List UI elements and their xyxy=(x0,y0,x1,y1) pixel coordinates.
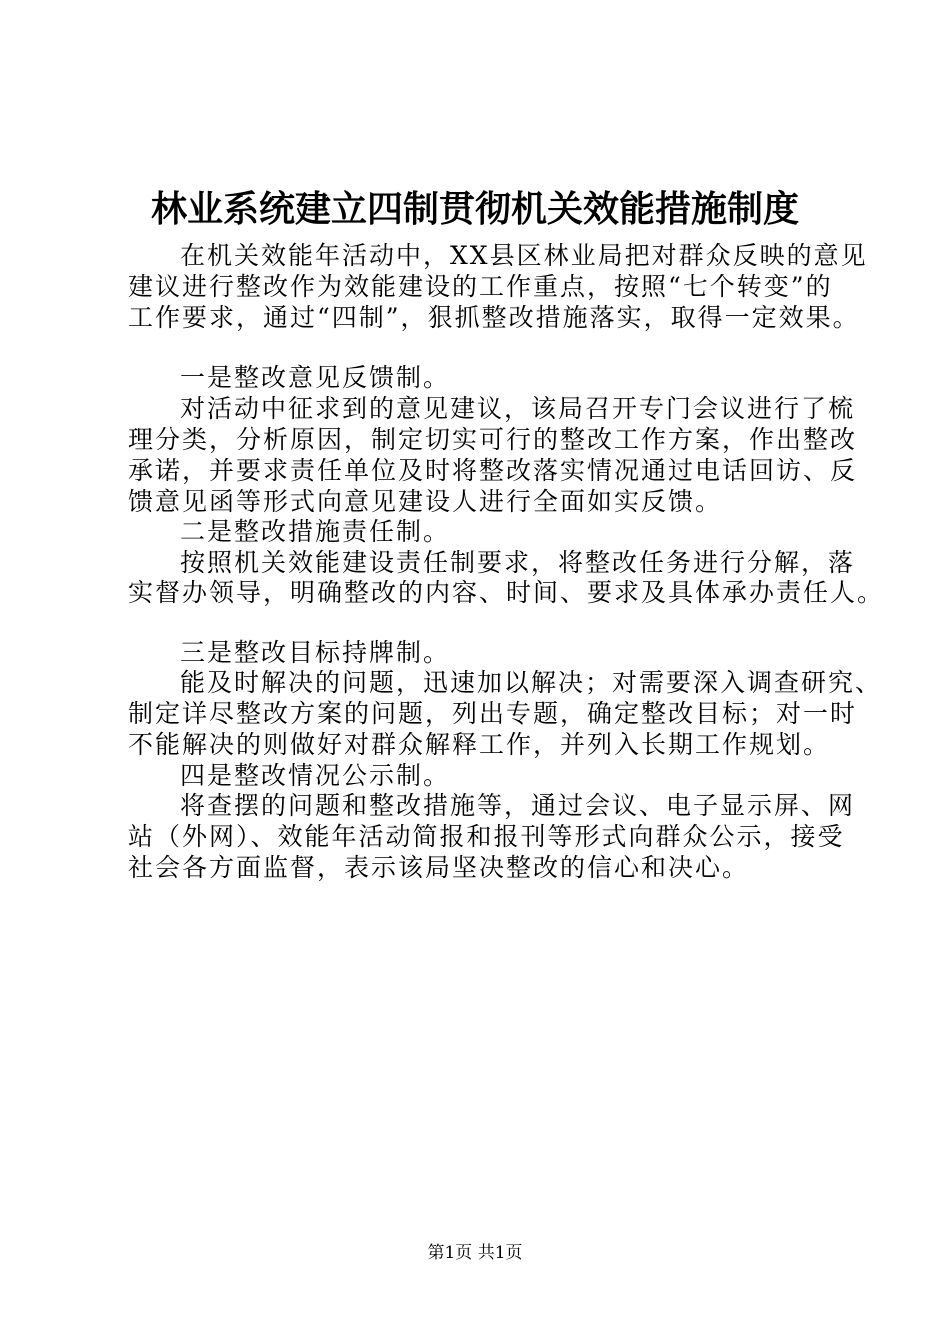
paragraph-line: 承诺，并要求责任单位及时将整改落实情况通过电话回访、反 xyxy=(128,456,858,485)
paragraph-line: 馈意见函等形式向意见建设人进行全面如实反馈。 xyxy=(128,487,723,516)
paragraph-line: 按照机关效能建设责任制要求，将整改任务进行分解，落 xyxy=(180,548,856,577)
section-heading: 二是整改措施责任制。 xyxy=(180,517,451,546)
paragraph-line: 对活动中征求到的意见建议，该局召开专门会议进行了梳 xyxy=(180,394,856,423)
paragraph-line: 实督办领导，明确整改的内容、时间、要求及具体承办责任人。 xyxy=(128,578,885,607)
page-footer: 第1页 共1页 xyxy=(427,1243,523,1263)
section-heading: 一是整改意见反馈制。 xyxy=(180,363,451,392)
paragraph-line: 理分类，分析原因，制定切实可行的整改工作方案，作出整改 xyxy=(128,425,858,454)
paragraph-line: 将查摆的问题和整改措施等，通过会议、电子显示屏、网 xyxy=(180,791,856,820)
document-title: 林业系统建立四制贯彻机关效能措施制度 xyxy=(150,188,799,230)
paragraph-line: 社会各方面监督，表示该局坚决整改的信心和决心。 xyxy=(128,853,750,882)
section-heading: 三是整改目标持牌制。 xyxy=(180,638,451,667)
paragraph-line: 建议进行整改作为效能建设的工作重点，按照“七个转变”的 xyxy=(128,272,833,301)
paragraph-line: 制定详尽整改方案的问题，列出专题，确定整改目标；对一时 xyxy=(128,699,858,728)
paragraph-line: 工作要求，通过“四制”，狠抓整改措施落实，取得一定效果。 xyxy=(128,303,860,332)
paragraph-line: 不能解决的则做好对群众解释工作，并列入长期工作规划。 xyxy=(128,730,831,759)
paragraph-line: 站（外网）、效能年活动简报和报刊等形式向群众公示，接受 xyxy=(128,822,845,851)
paragraph-line: 能及时解决的问题，迅速加以解决；对需要深入调查研究、 xyxy=(180,668,883,697)
paragraph-line: 在机关效能年活动中，XX县区林业局把对群众反映的意见 xyxy=(180,241,868,270)
section-heading: 四是整改情况公示制。 xyxy=(180,761,451,790)
